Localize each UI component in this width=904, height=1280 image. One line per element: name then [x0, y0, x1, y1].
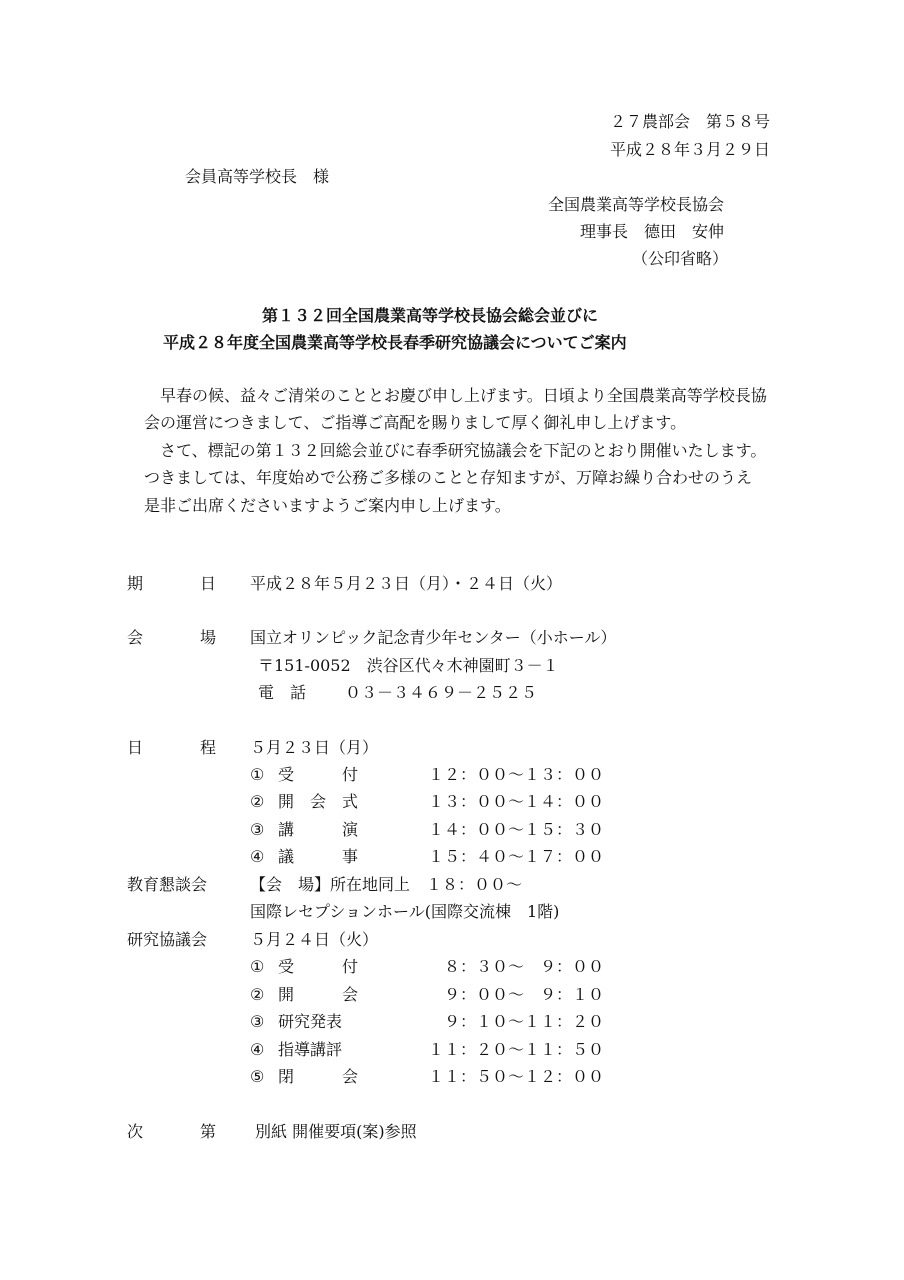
body-paragraph-2-line-1: さて、標記の第１３２回総会並びに春季研究協議会を下記のとおり開催いたします。	[160, 441, 767, 460]
day-2-item-name: 指導講評	[278, 1040, 343, 1059]
day-1-item-number: ①	[250, 765, 265, 784]
day-1-item-number: ③	[250, 820, 265, 839]
reception-label: 教育懇談会	[127, 875, 208, 894]
document-date: 平成２８年３月２９日	[610, 140, 771, 159]
agenda-label-char-2: 第	[200, 1122, 217, 1141]
research-label: 研究協議会	[127, 930, 208, 949]
body-paragraph-1-line-1: 早春の候、益々ご清栄のこととお慶び申し上げます。日頃より全国農業高等学校長協	[160, 386, 767, 405]
venue-address: 〒151-0052 渋谷区代々木神園町３－１	[258, 656, 559, 675]
day-1-date: ５月２３日（月）	[250, 738, 379, 757]
day-2-item-number: ⑤	[250, 1067, 265, 1086]
day-2-item-time: １１：２０～１１：５０	[428, 1040, 605, 1059]
body-paragraph-2-line-2: つきましては、年度始めで公務ご多様のことと存知ますが、万障お繰り合わせのうえ	[144, 468, 753, 487]
day-2-date: ５月２４日（火）	[250, 930, 379, 949]
day-2-item-time: １１：５０～１２：００	[428, 1067, 605, 1086]
body-paragraph-1-line-2: 会の運営につきまして、ご指導ご高配を賜りまして厚く御礼申し上げます。	[144, 413, 687, 432]
day-2-item-number: ②	[250, 985, 265, 1004]
day-1-item-time: １３：００～１４：００	[428, 792, 605, 811]
schedule-label-char-1: 日	[127, 738, 144, 757]
day-1-item-time: １５：４０～１７：００	[428, 847, 605, 866]
agenda-value: 別紙 開催要項(案)参照	[255, 1122, 417, 1141]
reception-hall: 国際レセプションホール(国際交流棟 1階)	[250, 902, 560, 921]
date-label-char-2: 日	[200, 574, 217, 593]
day-2-item-time: ８：３０～ ９：００	[428, 957, 605, 976]
day-2-item-time: ９：１０～１１：２０	[428, 1012, 605, 1031]
day-2-item-name: 研究発表	[278, 1012, 343, 1031]
addressee: 会員高等学校長 様	[185, 167, 330, 186]
day-2-item-time: ９：００～ ９：１０	[428, 985, 605, 1004]
schedule-label-char-2: 程	[200, 738, 217, 757]
day-1-item-name: 受 付	[278, 765, 359, 784]
document-number: ２７農部会 第５８号	[610, 112, 771, 131]
title-line-1: 第１３２回全国農業高等学校長協会総会並びに	[262, 306, 599, 325]
agenda-label-char-1: 次	[127, 1122, 144, 1141]
day-2-item-name: 受 付	[278, 957, 359, 976]
sender-organization: 全国農業高等学校長協会	[548, 195, 725, 214]
body-paragraph-2-line-3: 是非ご出席くださいますようご案内申し上げます。	[144, 496, 511, 515]
reception-venue: 【会 場】所在地同上 １８：００～	[250, 875, 523, 894]
venue-label-char-2: 場	[200, 628, 217, 647]
date-value: 平成２８年５月２３日（月）・２４日（火）	[250, 574, 563, 593]
day-1-item-name: 講 演	[278, 820, 359, 839]
venue-phone: ０３－３４６９－２５２５	[345, 683, 538, 702]
date-label-char-1: 期	[127, 574, 144, 593]
venue-label-char-1: 会	[127, 628, 144, 647]
day-2-item-number: ①	[250, 957, 265, 976]
title-line-2: 平成２８年度全国農業高等学校長春季研究協議会についてご案内	[163, 333, 627, 352]
day-2-item-name: 閉 会	[278, 1067, 359, 1086]
sender-person: 理事長 德田 安伸	[580, 222, 725, 241]
day-1-item-number: ②	[250, 792, 265, 811]
day-2-item-number: ④	[250, 1040, 265, 1059]
day-1-item-name: 議 事	[278, 847, 359, 866]
day-1-item-time: １２：００～１３：００	[428, 765, 605, 784]
day-2-item-number: ③	[250, 1012, 265, 1031]
venue-phone-label: 電 話	[258, 683, 307, 702]
day-1-item-time: １４：００～１５：３０	[428, 820, 605, 839]
day-1-item-name: 開 会 式	[278, 792, 359, 811]
seal-note: （公印省略）	[632, 249, 729, 268]
day-2-item-name: 開 会	[278, 985, 359, 1004]
day-1-item-number: ④	[250, 847, 265, 866]
venue-name: 国立オリンピック記念青少年センター（小ホール）	[250, 628, 617, 647]
